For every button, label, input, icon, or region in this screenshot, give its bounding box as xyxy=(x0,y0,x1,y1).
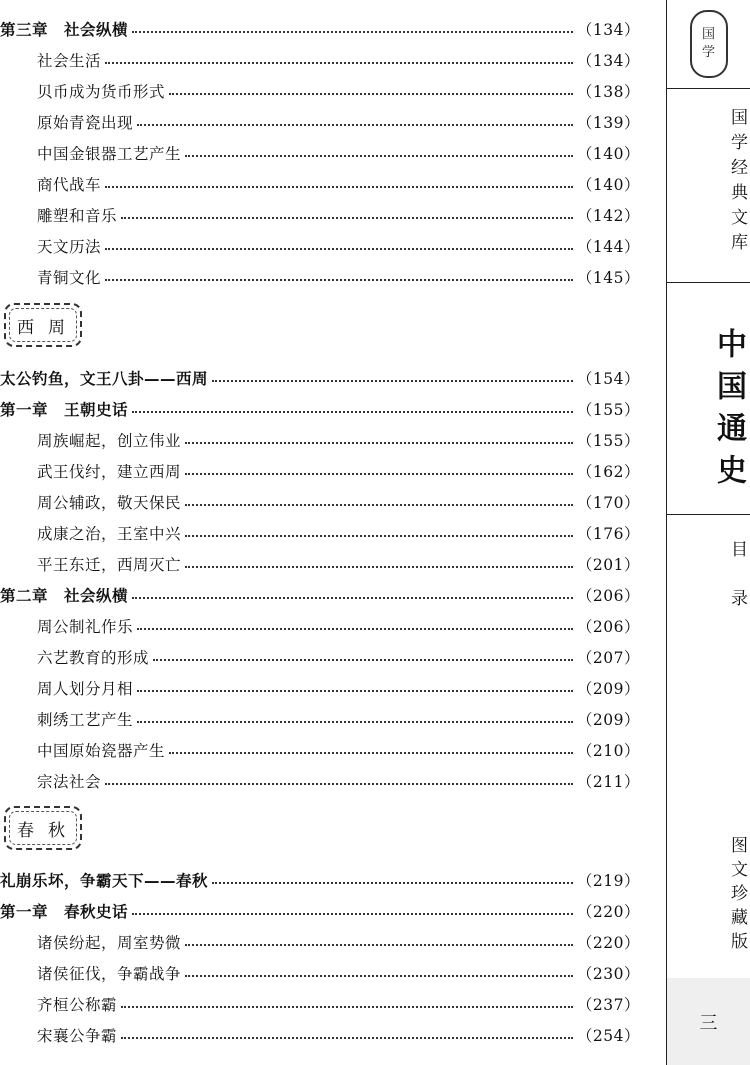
toc-entry-title: 礼崩乐坏，争霸天下——春秋 xyxy=(0,872,209,890)
toc-entry-title: 雕塑和音乐 xyxy=(37,207,118,225)
page-number: 三 xyxy=(699,1012,718,1034)
toc-entry-title: 武王伐纣，建立西周 xyxy=(37,463,182,481)
dot-leader xyxy=(137,123,573,126)
dot-leader xyxy=(132,410,573,413)
toc-entry-page: （209） xyxy=(576,711,640,729)
toc-entry-title: 成康之治，王室中兴 xyxy=(37,525,182,543)
toc-entry[interactable] xyxy=(0,960,640,986)
toc-entry-title: 齐桓公称霸 xyxy=(37,996,118,1014)
toc-entry-page: （162） xyxy=(576,463,640,481)
toc-entry-title: 商代战车 xyxy=(37,176,102,194)
dot-leader xyxy=(132,596,573,599)
toc-entry-title: 周族崛起，创立伟业 xyxy=(37,432,182,450)
toc-chapter-entry[interactable] xyxy=(0,16,640,42)
toc-entry-page: （209） xyxy=(576,680,640,698)
toc-entry-title: 宋襄公争霸 xyxy=(37,1027,118,1045)
toc-entry-page: （170） xyxy=(576,494,640,512)
toc-entry-title: 六艺教育的形成 xyxy=(37,649,150,667)
toc-entry-title: 社会生活 xyxy=(37,52,102,70)
toc-entry-page: （139） xyxy=(576,114,640,132)
dot-leader xyxy=(185,565,573,568)
dot-leader xyxy=(105,278,573,281)
section-label: 目录 xyxy=(727,540,747,638)
seal-top-char: 国 xyxy=(701,27,715,42)
toc-entry-title: 第三章 社会纵横 xyxy=(0,21,129,39)
toc-part-entry[interactable] xyxy=(0,867,640,893)
toc-entry[interactable] xyxy=(0,140,640,166)
toc-entry[interactable] xyxy=(0,737,640,763)
toc-entry[interactable] xyxy=(0,202,640,228)
dot-leader xyxy=(185,534,573,537)
toc-entry-page: （155） xyxy=(576,401,640,419)
toc-entry-title: 中国原始瓷器产生 xyxy=(37,742,166,760)
dot-leader xyxy=(185,472,573,475)
toc-entry-page: （230） xyxy=(576,965,640,983)
era-heading: 春秋 xyxy=(4,806,82,850)
toc-entry-page: （138） xyxy=(576,83,640,101)
dot-leader xyxy=(105,61,573,64)
series-title: 国学经典文库 xyxy=(727,108,747,258)
toc-entry[interactable] xyxy=(0,264,640,290)
toc-chapter-entry[interactable] xyxy=(0,582,640,608)
dot-leader xyxy=(121,1005,573,1008)
toc-entry-page: （206） xyxy=(576,618,640,636)
toc-entry[interactable] xyxy=(0,929,640,955)
toc-entry-page: （210） xyxy=(576,742,640,760)
toc-chapter-entry[interactable] xyxy=(0,898,640,924)
toc-entry-title: 周人划分月相 xyxy=(37,680,134,698)
toc-entry[interactable] xyxy=(0,233,640,259)
toc-entry-page: （206） xyxy=(576,587,640,605)
dot-leader xyxy=(185,154,573,157)
dot-leader xyxy=(121,216,573,219)
toc-entry-title: 第一章 王朝史话 xyxy=(0,401,129,419)
dot-leader xyxy=(185,503,573,506)
toc-entry-title: 中国金银器工艺产生 xyxy=(37,145,182,163)
dot-leader xyxy=(185,974,573,977)
toc-chapter-entry[interactable] xyxy=(0,396,640,422)
toc-entry-title: 宗法社会 xyxy=(37,773,102,791)
toc-entry[interactable] xyxy=(0,427,640,453)
toc-entry-page: （201） xyxy=(576,556,640,574)
dot-leader xyxy=(212,881,573,884)
toc-entry-title: 周公辅政，敬天保民 xyxy=(37,494,182,512)
sidebar-divider xyxy=(667,514,750,515)
toc-entry[interactable] xyxy=(0,520,640,546)
toc-entry-page: （207） xyxy=(576,649,640,667)
dot-leader xyxy=(137,720,573,723)
toc-entry-title: 太公钓鱼，文王八卦——西周 xyxy=(0,370,209,388)
toc-entry-title: 刺绣工艺产生 xyxy=(37,711,134,729)
dot-leader xyxy=(137,627,573,630)
toc-entry[interactable] xyxy=(0,706,640,732)
toc-entry-page: （145） xyxy=(576,269,640,287)
dot-leader xyxy=(169,751,573,754)
toc-entry[interactable] xyxy=(0,768,640,794)
sidebar-divider xyxy=(667,88,750,89)
dot-leader xyxy=(105,185,573,188)
toc-entry[interactable] xyxy=(0,1022,640,1048)
seal-bottom-char: 学 xyxy=(701,45,715,60)
seal-logo-icon xyxy=(690,10,728,78)
toc-entry[interactable] xyxy=(0,644,640,670)
toc-entry-title: 平王东迁，西周灭亡 xyxy=(37,556,182,574)
toc-entry-page: （140） xyxy=(576,176,640,194)
toc-entry[interactable] xyxy=(0,991,640,1017)
dot-leader xyxy=(153,658,573,661)
dot-leader xyxy=(185,441,573,444)
dot-leader xyxy=(132,30,573,33)
dot-leader xyxy=(121,1036,573,1039)
toc-entry-title: 第一章 春秋史话 xyxy=(0,903,129,921)
toc-part-entry[interactable] xyxy=(0,365,640,391)
sidebar-divider xyxy=(667,282,750,283)
toc-entry[interactable] xyxy=(0,613,640,639)
toc-entry-title: 第二章 社会纵横 xyxy=(0,587,129,605)
toc-entry-page: （237） xyxy=(576,996,640,1014)
toc-entry-page: （211） xyxy=(576,773,640,791)
dot-leader xyxy=(212,379,573,382)
toc-entry-page: （220） xyxy=(576,903,640,921)
toc-entry[interactable] xyxy=(0,47,640,73)
toc-entry[interactable] xyxy=(0,551,640,577)
toc-entry-page: （154） xyxy=(576,370,640,388)
toc-entry-page: （134） xyxy=(576,52,640,70)
dot-leader xyxy=(169,92,573,95)
toc-entry-title: 原始青瓷出现 xyxy=(37,114,134,132)
dot-leader xyxy=(105,247,573,250)
toc-entry-title: 贝币成为货币形式 xyxy=(37,83,166,101)
toc-entry[interactable] xyxy=(0,171,640,197)
toc-entry-page: （155） xyxy=(576,432,640,450)
toc-entry-page: （144） xyxy=(576,238,640,256)
toc-entry[interactable] xyxy=(0,109,640,135)
dot-leader xyxy=(185,943,573,946)
toc-entry[interactable] xyxy=(0,489,640,515)
toc-entry-page: （220） xyxy=(576,934,640,952)
toc-entry-page: （254） xyxy=(576,1027,640,1045)
toc-entry-page: （219） xyxy=(576,872,640,890)
book-title: 中国通史 xyxy=(711,328,746,496)
era-heading: 西周 xyxy=(4,303,82,347)
toc-entry-title: 诸侯纷起，周室势微 xyxy=(37,934,182,952)
toc-entry-page: （142） xyxy=(576,207,640,225)
toc-entry-page: （134） xyxy=(576,21,640,39)
dot-leader xyxy=(105,782,573,785)
toc-entry[interactable] xyxy=(0,78,640,104)
edition-label: 图文珍藏版 xyxy=(727,836,747,956)
sidebar xyxy=(666,0,750,1065)
toc-entry-title: 天文历法 xyxy=(37,238,102,256)
page-number-cell xyxy=(667,978,750,1065)
toc-entry-title: 周公制礼作乐 xyxy=(37,618,134,636)
dot-leader xyxy=(132,912,573,915)
seal-cell xyxy=(667,0,750,88)
toc-entry[interactable] xyxy=(0,675,640,701)
dot-leader xyxy=(137,689,573,692)
toc-entry[interactable] xyxy=(0,458,640,484)
toc-entry-page: （140） xyxy=(576,145,640,163)
toc-entry-page: （176） xyxy=(576,525,640,543)
toc-entry-title: 诸侯征伐，争霸战争 xyxy=(37,965,182,983)
toc-entry-title: 青铜文化 xyxy=(37,269,102,287)
